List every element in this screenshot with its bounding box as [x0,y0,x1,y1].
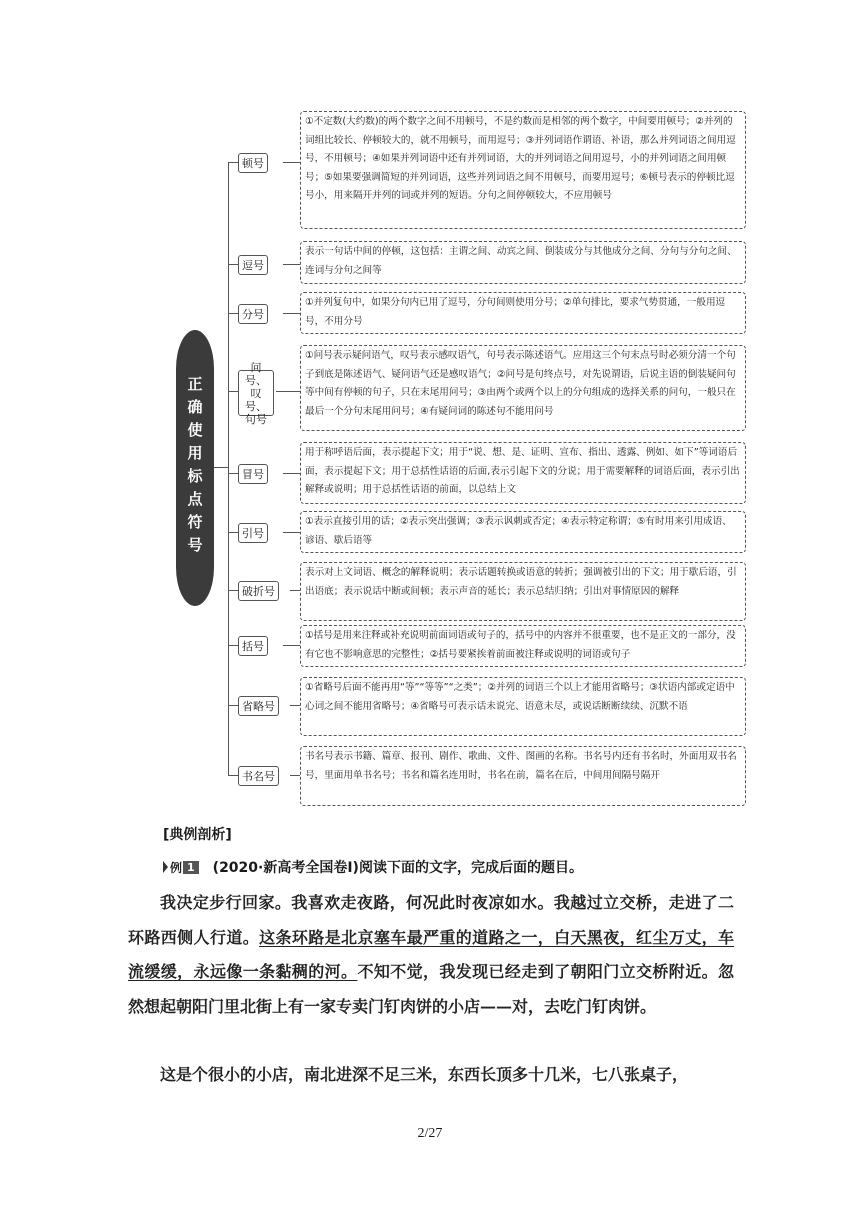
label-yinhao: 引号 [238,523,268,543]
root-connector [214,467,228,468]
connector [283,264,300,265]
connector [283,532,300,533]
connector [283,313,300,314]
branch-line [228,264,238,265]
box-shenglvehao: ①省略号后面不能再用“等”“等等”“之类”；②并列的词语三个以上才能用省略号；③状语内部或定语中心词之间不能用省略号；④省略号可表示话未说完、语意未尽，或说话断断续续、沉默不语 [300,677,746,736]
example-source: (2020·新高考全国卷Ⅰ) [212,860,359,876]
box-yinhao: ①表示直接引用的话；②表示突出强调；③表示讽刺或否定；④表示特定称谓；⑤有时用来引用成语、谚语、歇后语等 [300,511,746,553]
label-kuohao: 括号 [238,636,268,656]
branch-line [228,705,238,706]
passage-paragraph-2: 这是个很小的小店，南北进深不足三米，东西长顶多十几米，七八张桌子， [160,1065,689,1084]
branch-line [228,532,238,533]
label-maohao: 冒号 [238,464,268,484]
label-shenglvehao: 省略号 [238,696,279,716]
box-kuohao: ①括号是用来注释或补充说明前面词语或句子的，括号中的内容并不很重要，也不是正文的一部分，没有它也不影响意思的完整性；②括号要紧挨着前面被注释或说明的词语或句子 [300,625,746,667]
example-badge [163,859,199,876]
box-pozhehao: 表示对上文词语、概念的解释说明；表示话题转换或语意的转折；强调被引出的下文；用于歇后语，引出语底；表示说话中断或间顿；表示声音的延长；表示总结归纳；引出对事情原因的解释 [300,562,746,621]
box-wenhao: ①问号表示疑问语气，叹号表示感叹语气，句号表示陈述语气。应用这三个句末点号时必须分清一个句子到底是陈述语气、疑问语气还是感叹语气；②问号是句终点号，对先说谓语，后说主语的倒装疑问句等中间有停顿的句子，只在末尾用问号；③由两个或两个以上的分句组成的选择关系的问句，一般只在最后一个分句末尾用问号；④有疑问词的陈述句不能用问号 [300,345,746,431]
connector [283,645,300,646]
connector [276,391,300,392]
section-title: [典例剖析] [163,827,232,843]
example-heading [163,857,583,877]
label-douhao: 逗号 [238,255,268,275]
branch-line [228,590,238,591]
label-pozhehao: 破折号 [238,581,279,601]
box-shuminghao: 书名号表示书籍、篇章、报刊、剧作、歌曲、文件、图画的名称。书名号内还有书名时，外面用双书名号，里面用单书名号；书名和篇名连用时，书名在前，篇名在后，中间用间隔号隔开 [300,746,746,806]
passage-text: 不知不觉，我发现已经走到了朝阳门立交桥附近。忽然想起朝阳门里北街上有一家专卖门钉肉饼的小店——对，去吃门钉肉饼。 [128,962,734,1016]
label-fenhao: 分号 [238,304,268,324]
connector [283,162,300,163]
connector [290,775,300,776]
connector [290,590,300,591]
branch-line [228,645,238,646]
root-node: 正确使用标点符号 [176,330,214,606]
box-fenhao: ①并列复句中，如果分句内已用了逗号，分句间则使用分号；②单句排比，要求气势贯通，一般用逗号，不用分号 [300,292,746,334]
branch-line [228,775,238,776]
passage-text: 我决定步行回家。我喜欢走夜路，何况此时夜凉如水。我越过立交桥，走进了二环路西侧人行道。 [128,893,734,947]
box-maohao: 用于称呼语后面，表示提起下文；用于“说、想、是、证明、宣布、指出、透露、例如、如下”等词语后面，表示提起下文；用于总括性话语的后面,表示引起下文的分说；用于需要解释的词语后面，表示引出解释或说明；用于总括性话语的前面，以总结上文 [300,442,746,504]
passage-underlined-sentence: 这条环路是北京塞车最严重的道路之一，白天黑夜，红尘万丈，车流缓缓，永远像一条黏稠的河。 [128,927,734,981]
connector [283,473,300,474]
example-prompt: 阅读下面的文字，完成后面的题目。 [358,860,583,876]
example-badge-word: 例 [170,860,183,875]
label-dunhao: 顿号 [238,153,268,173]
branch-line [228,473,238,474]
passage-paragraph-1 [128,886,734,1024]
triangle-icon [163,861,168,873]
label-shuminghao: 书名号 [238,766,279,786]
box-douhao: 表示一句话中间的停顿，这包括：主谓之间、动宾之间、倒装成分与其他成分之间、分句与分句之间、连词与分句之间等 [300,241,746,284]
page-number: 2/27 [417,1126,443,1141]
box-dunhao: ①不定数(大约数)的两个数字之间不用顿号，不是约数而是相邻的两个数字，中间要用顿号；②并列的词组比较长、停顿较大的，就不用顿号，而用逗号；③并列词语作谓语、补语，那么并列词语之间用逗号，不用顿号；④如果并列词语中还有并列词语，大的并列词语之间用逗号，小的并列词语之间用顿号；⑤如果要强调简短的并列词语，这些并列词语之间不用顿号，而要用逗号；⑥顿号表示的停顿比逗号小，用来隔开并列的词或并列的短语。分句之间停顿较大，不应用顿号 [300,111,746,229]
branch-line [228,162,238,163]
trunk-line [228,162,229,775]
label-wenhao: 问号、叹号、句号 [238,370,274,416]
branch-line [228,391,238,392]
example-badge-number: 1 [183,861,199,874]
connector [290,705,300,706]
branch-line [228,313,238,314]
